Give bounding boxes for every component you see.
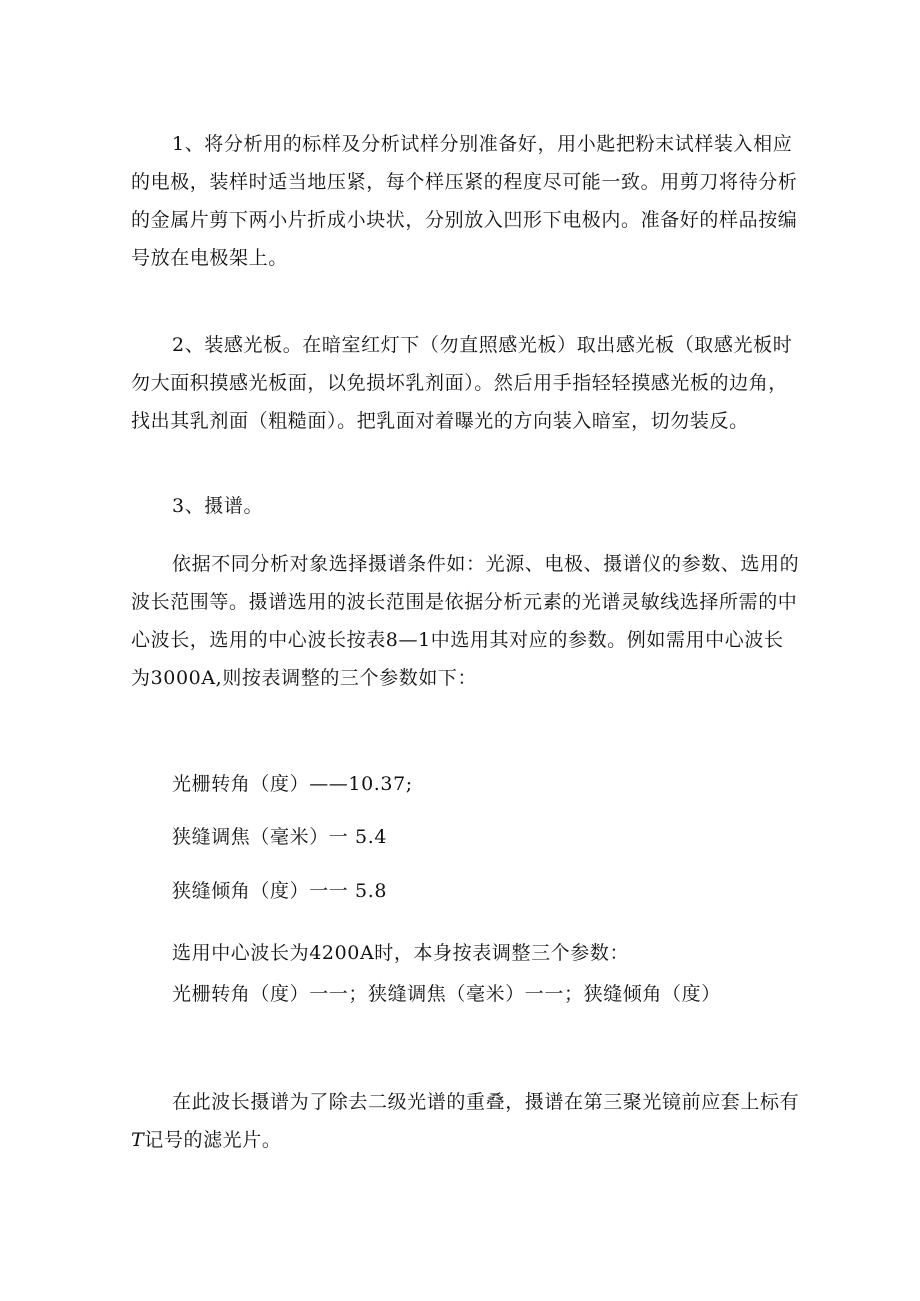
filter-note-text-end: 记号的滤光片。	[144, 1129, 282, 1151]
wavelength-4200-note: 选用中心波长为4200A时，本身按表调整三个参数：	[172, 942, 630, 964]
step-3-heading: 3、摄谱。	[172, 495, 264, 517]
param-grating-angle: 光栅转角（度）——10.37;	[172, 773, 413, 795]
paragraph-step-1: 1、将分析用的标样及分析试样分别准备好，用小匙把粉末试样装入相应的电极，装样时适当地压紧，每个样压紧的程度尽可能一致。用剪刀将待分析的金属片剪下两小片折成小块状，分别放入凹形下电极内。准备好的样品按编号放在电极架上。	[131, 133, 798, 269]
paragraph-spectrum-conditions: 依据不同分析对象选择摄谱条件如：光源、电极、摄谱仪的参数、选用的波长范围等。摄谱选用的波长范围是依据分析元素的光谱灵敏线选择所需的中心波长，选用的中心波长按表8—1中选用其对应的参数。例如需用中心波长为3000A,则按表调整的三个参数如下：	[131, 553, 800, 689]
param-slit-tilt: 狭缝倾角（度）一一 5.8	[172, 880, 388, 902]
paragraph-step-2: 2、装感光板。在暗室红灯下（勿直照感光板）取出感光板（取感光板时勿大面积摸感光板面，以免损坏乳剂面）。然后用手指轻轻摸感光板的边角，找出其乳剂面（粗糙面）。把乳面对着曝光的方向装入暗室，切勿装反。	[131, 334, 793, 432]
paragraph-filter-note	[131, 1083, 801, 1159]
filter-mark-symbol: T	[131, 1129, 145, 1151]
wavelength-4200-params: 光栅转角（度）一一；狭缝调焦（毫米）一一；狭缝倾角（度）	[172, 983, 721, 1005]
filter-note-text: 在此波长摄谱为了除去二级光谱的重叠，摄谱在第三聚光镜前应套上标有	[172, 1091, 800, 1113]
param-slit-focus: 狭缝调焦（毫米）一 5.4	[172, 826, 388, 848]
